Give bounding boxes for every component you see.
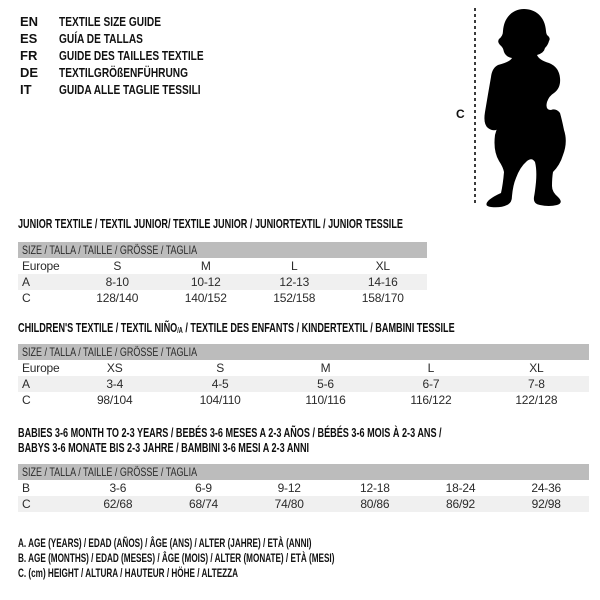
size-cell: S bbox=[113, 259, 122, 273]
age-cell: 18-24 bbox=[445, 481, 476, 495]
lang-title: GUIDA ALLE TAGLIE TESSILI bbox=[59, 82, 201, 97]
footnote-age-months: B. AGE (MONTHS) / EDAD (MESES) / ÂGE (MOIS) / ALTER (MONATE) / ETÀ (MESI) bbox=[18, 551, 335, 565]
age-cell: 12-13 bbox=[279, 275, 310, 289]
lang-row-es bbox=[20, 30, 244, 47]
age-cell: 4-5 bbox=[211, 377, 229, 391]
lang-row-en bbox=[20, 13, 244, 30]
size-cell: S bbox=[216, 361, 225, 375]
size-cell: XS bbox=[106, 361, 123, 375]
table-row-age-years bbox=[18, 376, 589, 392]
language-guide-block bbox=[20, 13, 244, 98]
age-cell: 7-8 bbox=[527, 377, 545, 391]
row-label: B bbox=[22, 481, 30, 495]
row-label: C bbox=[22, 291, 31, 305]
lang-title: GUIDE DES TAILLES TEXTILE bbox=[59, 48, 204, 63]
lang-code: IT bbox=[20, 82, 32, 97]
table-row-height bbox=[18, 496, 589, 512]
age-cell: 12-18 bbox=[360, 481, 390, 495]
age-cell: 9-12 bbox=[277, 481, 301, 495]
age-cell: 10-12 bbox=[190, 275, 221, 289]
height-cell: 68/74 bbox=[188, 497, 219, 511]
row-label: Europe bbox=[22, 259, 60, 273]
children-size-table bbox=[18, 344, 589, 408]
row-label: A bbox=[22, 275, 30, 289]
age-cell: 8-10 bbox=[105, 275, 129, 289]
lang-code: FR bbox=[20, 48, 38, 63]
lang-title: GUÍA DE TALLAS bbox=[59, 31, 143, 46]
table-row-europe bbox=[18, 360, 589, 376]
age-cell: 6-7 bbox=[422, 377, 440, 391]
age-cell: 3-4 bbox=[106, 377, 124, 391]
row-label: C bbox=[22, 497, 31, 511]
row-label: A bbox=[22, 377, 30, 391]
footnotes-block bbox=[18, 536, 483, 581]
age-cell: 14-16 bbox=[367, 275, 398, 289]
junior-section-title: JUNIOR TEXTILE / TEXTIL JUNIOR/ TEXTILE JUNIOR / JUNIORTEXTIL / JUNIOR TESSILE bbox=[18, 216, 403, 231]
height-cell: 110/116 bbox=[305, 393, 346, 407]
size-cell: M bbox=[200, 259, 211, 273]
height-cell: 122/128 bbox=[515, 393, 558, 407]
lang-code: DE bbox=[20, 65, 39, 80]
height-cell: 116/122 bbox=[410, 393, 452, 407]
age-cell: 3-6 bbox=[109, 481, 127, 495]
height-cell: 62/68 bbox=[103, 497, 133, 511]
table-row-age-months bbox=[18, 480, 589, 496]
lang-title: TEXTILE SIZE GUIDE bbox=[59, 14, 161, 29]
size-header-row: SIZE / TALLA / TAILLE / GRÖSSE / TAGLIA bbox=[18, 464, 589, 480]
height-cell: 92/98 bbox=[531, 497, 561, 511]
table-row-europe bbox=[18, 258, 427, 274]
size-cell: M bbox=[320, 361, 331, 375]
age-cell: 24-36 bbox=[531, 481, 562, 495]
age-cell: 6-9 bbox=[195, 481, 212, 495]
height-cell: 80/86 bbox=[360, 497, 390, 511]
size-cell: L bbox=[427, 361, 435, 375]
height-cell: 86/92 bbox=[446, 497, 476, 511]
size-cell: XL bbox=[375, 259, 390, 273]
lang-title: TEXTILGRÖßENFÜHRUNG bbox=[59, 65, 189, 80]
table-row-age-years bbox=[18, 274, 427, 290]
size-header-row: SIZE / TALLA / TAILLE / GRÖSSE / TAGLIA bbox=[18, 242, 427, 258]
junior-size-table bbox=[18, 242, 427, 306]
height-cell: 128/140 bbox=[96, 291, 139, 305]
table-row-height bbox=[18, 392, 589, 408]
footnote-age-years: A. AGE (YEARS) / EDAD (AÑOS) / ÂGE (ANS) / ALTER (JAHRE) / ETÀ (ANNI) bbox=[18, 536, 312, 550]
lang-row-de bbox=[20, 64, 244, 81]
size-header-row: SIZE / TALLA / TAILLE / GRÖSSE / TAGLIA bbox=[18, 344, 589, 360]
babies-section-title: BABIES 3-6 MONTH TO 2-3 YEARS / BEBÉS 3-6 MESES A 2-3 AÑOS / BÉBÉS 3-6 MOIS À 2-3 ANS / BABYS 3-6 MONATE BIS 2-3 JAHRE / BAMBINI 3-6 MESI A 2-3 ANNI bbox=[18, 425, 442, 455]
height-measure-label: C bbox=[456, 107, 465, 121]
height-cell: 140/152 bbox=[184, 291, 227, 305]
height-cell: 158/170 bbox=[361, 291, 404, 305]
lang-code: ES bbox=[20, 31, 38, 46]
height-cell: 74/80 bbox=[274, 497, 304, 511]
title-subscript: /A bbox=[177, 326, 183, 335]
footnote-height: C. (cm) HEIGHT / ALTURA / HAUTEUR / HÖHE / ALTEZZA bbox=[18, 566, 239, 580]
children-section-title: CHILDREN'S TEXTILE / TEXTIL NIÑO/A / TEXTILE DES ENFANTS / KINDERTEXTIL / BAMBINI TESSILE bbox=[18, 320, 455, 335]
height-cell: 152/158 bbox=[273, 291, 316, 305]
baby-silhouette bbox=[483, 8, 577, 208]
lang-code: EN bbox=[20, 14, 39, 29]
lang-row-it bbox=[20, 81, 244, 98]
table-row-height bbox=[18, 290, 427, 306]
babies-size-table bbox=[18, 464, 589, 512]
height-cell: 104/110 bbox=[199, 393, 241, 407]
height-cell: 98/104 bbox=[96, 393, 133, 407]
age-cell: 5-6 bbox=[317, 377, 334, 391]
size-cell: XL bbox=[529, 361, 544, 375]
height-measure-dashed-line bbox=[474, 8, 476, 206]
row-label: Europe bbox=[22, 361, 60, 375]
row-label: C bbox=[22, 393, 31, 407]
lang-row-fr bbox=[20, 47, 244, 64]
size-cell: L bbox=[291, 259, 298, 273]
